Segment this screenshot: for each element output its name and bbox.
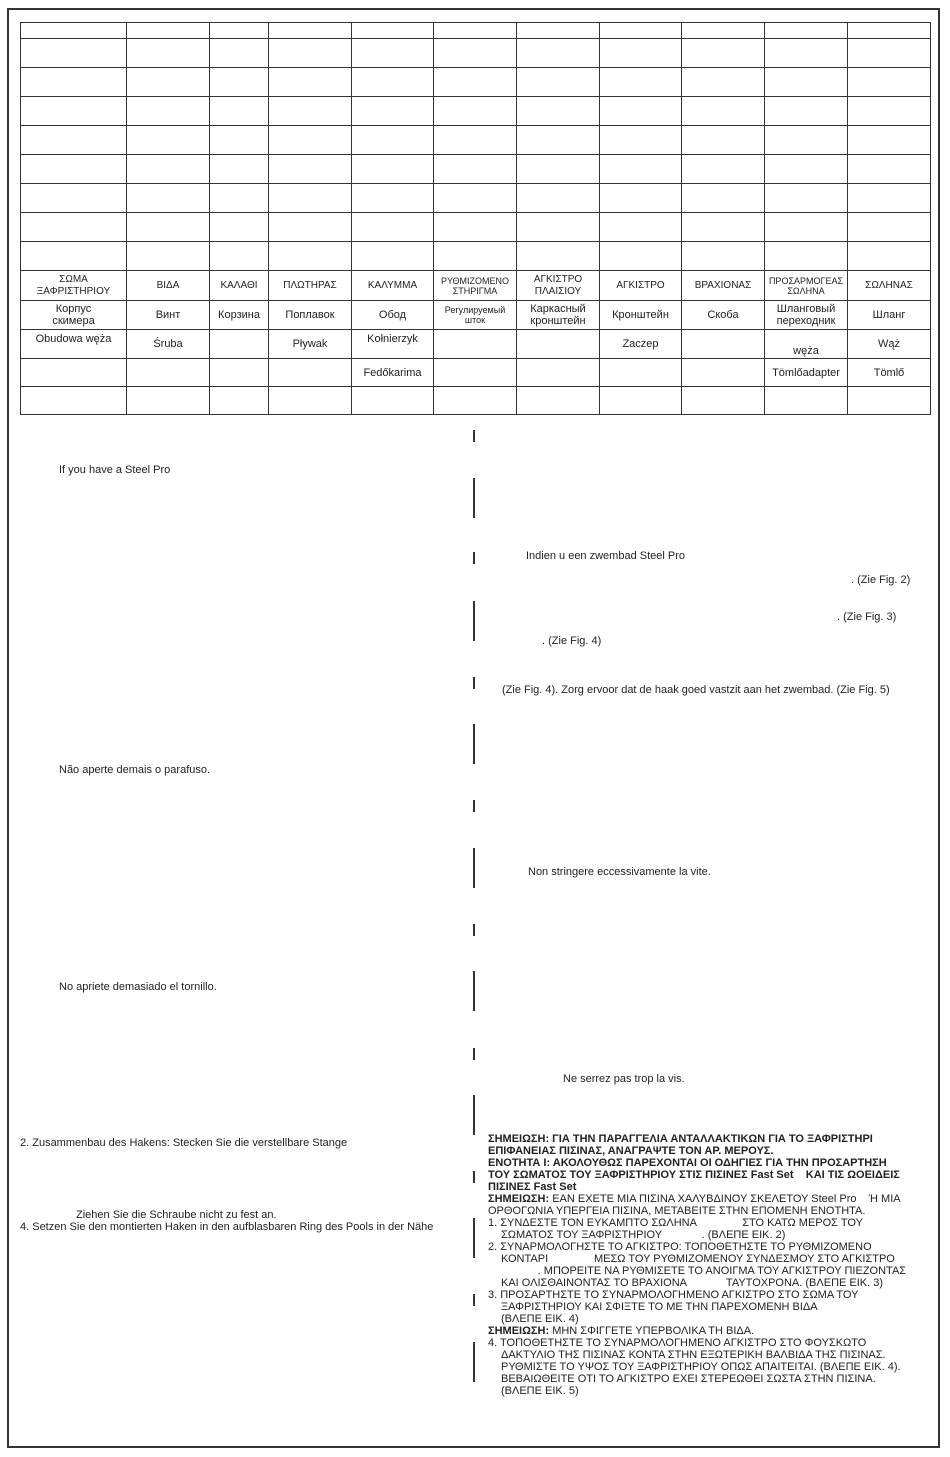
greek-note-steel-pro bbox=[488, 1193, 933, 1205]
greek-step-4-l2: ΔΑΚΤΥΛΙΟ ΤΗΣ ΠΙΣΙΝΑΣ ΚΟΝΤΑ ΣΤΗΝ ΕΞΩΤΕΡΙΚΗ ΒΑΛΒΙΔΑ ΤΗΣ ΠΙΣΙΝΑΣ. bbox=[501, 1349, 886, 1361]
dutch-fig4: . (Zie Fig. 4) bbox=[542, 635, 602, 647]
dutch-fig5: (Zie Fig. 4). Zorg ervoor dat de haak goed vastzit aan het zwembad. (Zie Fig. 5) bbox=[502, 684, 890, 696]
cell-basket-hu bbox=[210, 359, 269, 387]
cell-hose-el: ΣΩΛΗΝΑΣ bbox=[848, 271, 931, 301]
cell-hook-pl: Zaczep bbox=[600, 330, 682, 359]
cell-skimmer-body-pl: Obudowa węża bbox=[21, 330, 127, 359]
cell-hose-ru: Шланг bbox=[848, 301, 931, 330]
cell-float-el: ΠΛΩΤΗΡΑΣ bbox=[269, 271, 352, 301]
cell-hook-ru: Кронштейн bbox=[600, 301, 682, 330]
greek-section-title: ΕΝΟΤΗΤΑ Ι: ΑΚΟΛΟΥΘΩΣ ΠΑΡΕΧΟΝΤΑΙ ΟΙ ΟΔΗΓΙΕΣ ΓΙΑ ΤΗΝ ΠΡΟΣΑΡΤΗΣΗ bbox=[488, 1157, 887, 1169]
divider-dash bbox=[473, 848, 475, 888]
divider-dash bbox=[473, 1294, 475, 1306]
greek-step-3-l3: (ΒΛΕΠΕ ΕΙΚ. 4) bbox=[501, 1313, 579, 1325]
divider-dash bbox=[473, 724, 475, 764]
cell-float-ru: Поплавок bbox=[269, 301, 352, 330]
italian-screw-note: Non stringere eccessivamente la vite. bbox=[528, 866, 711, 878]
cell-hose-adapter-hu: Tömlőadapter bbox=[765, 359, 848, 387]
note-text: ΜΗΝ ΣΦΙΓΓΕΤΕ ΥΠΕΡΒΟΛΙΚΑ ΤΗ ΒΙΔΑ. bbox=[549, 1325, 755, 1337]
cell-hose-pl: Wąż bbox=[848, 330, 931, 359]
table-row bbox=[21, 97, 931, 126]
cell-screw-ru: Винт bbox=[127, 301, 210, 330]
cell-screw-el: ΒΙΔΑ bbox=[127, 271, 210, 301]
german-step-2: 2. Zusammenbau des Hakens: Stecken Sie die verstellbare Stange bbox=[20, 1137, 348, 1149]
cell-hose-hu: Tömlő bbox=[848, 359, 931, 387]
divider-dash bbox=[473, 430, 475, 442]
cell-cover-pl: Kołnierzyk bbox=[352, 330, 434, 359]
cell-basket-el: ΚΑΛΑΘΙ bbox=[210, 271, 269, 301]
cell-float-pl: Pływak bbox=[269, 330, 352, 359]
table-row bbox=[21, 126, 931, 155]
dutch-fig2: . (Zie Fig. 2) bbox=[851, 574, 911, 586]
divider-dash bbox=[473, 552, 475, 564]
divider-dash bbox=[473, 924, 475, 936]
greek-instructions bbox=[488, 1133, 933, 1397]
greek-step-4-l4: ΒΕΒΑΙΩΘΕΙΤΕ ΟΤΙ ΤΟ ΑΓΚΙΣΤΡΟ ΕΧΕΙ ΣΤΕΡΕΩΘΕΙ ΣΩΣΤΑ ΣΤΗΝ ΠΙΣΙΝΑ. bbox=[501, 1373, 876, 1385]
cell-adjustable-rod-hu bbox=[434, 359, 517, 387]
cell-skimmer-body-el: ΣΩΜΑ ΞΑΦΡΙΣΤΗΡΙΟΥ bbox=[21, 271, 127, 301]
divider-dash bbox=[473, 478, 475, 518]
divider-dash bbox=[473, 1171, 475, 1183]
table-row bbox=[21, 387, 931, 415]
cell-screw-pl: Śruba bbox=[127, 330, 210, 359]
cell-frame-hook-hu bbox=[517, 359, 600, 387]
cell-frame-hook-ru: Каркасный кронштейн bbox=[517, 301, 600, 330]
greek-step-2-l2: ΚΟΝΤΑΡΙ ΜΕΣΩ ΤΟΥ ΡΥΘΜΙΖΟΜΕΝΟΥ ΣΥΝΔΕΣΜΟΥ ΣΤΟ ΑΓΚΙΣΤΡΟ bbox=[501, 1253, 895, 1265]
greek-step-2-l4: ΚΑΙ ΟΛΙΣΘΑΙΝΟΝΤΑΣ ΤΟ ΒΡΑΧΙΟΝΑ ΤΑΥΤΟΧΡΟΝΑ. (ΒΛΕΠΕ ΕΙΚ. 3) bbox=[501, 1277, 884, 1289]
greek-note-spare-parts-l2: ΕΠΙΦΑΝΕΙΑΣ ΠΙΣΙΝΑΣ, ΑΝΑΓΡΑΨΤΕ ΤΟΝ ΑΡ. ΜΕΡΟΥΣ. bbox=[488, 1145, 774, 1157]
greek-note-steel-pro-l2: ΟΡΘΟΓΩΝΙΑ ΥΠΕΡΓΕΙΑ ΠΙΣΙΝΑ, ΜΕΤΑΒΕΙΤΕ ΣΤΗΝ ΕΠΟΜΕΝΗ ΕΝΟΤΗΤΑ. bbox=[488, 1205, 866, 1217]
divider-dash bbox=[473, 1218, 475, 1258]
cell-basket-ru: Корзина bbox=[210, 301, 269, 330]
cell-bracket-hu bbox=[682, 359, 765, 387]
steel-pro-text: If you have a Steel Pro bbox=[59, 464, 171, 476]
dutch-fig3: . (Zie Fig. 3) bbox=[837, 611, 897, 623]
cell-bracket-pl bbox=[682, 330, 765, 359]
divider-dash bbox=[473, 1048, 475, 1060]
cell-hose-adapter-pl: węża bbox=[765, 330, 848, 359]
portuguese-screw-note: Não aperte demais o parafuso. bbox=[59, 764, 211, 776]
greek-section-title-l3: ΠΙΣΙΝΕΣ Fast Set bbox=[488, 1181, 577, 1193]
german-screw-note: Ziehen Sie die Schraube nicht zu fest an. bbox=[76, 1209, 277, 1221]
greek-step-1: 1. ΣΥΝΔΕΣΤΕ ΤΟΝ ΕΥΚΑΜΠΤΟ ΣΩΛΗΝΑ ΣΤΟ ΚΑΤΩ ΜΕΡΟΣ ΤΟΥ bbox=[488, 1217, 863, 1229]
cell-adjustable-rod-el: ΡΥΘΜΙΖΟΜΕΝΟ ΣΤΗΡΙΓΜΑ bbox=[434, 271, 517, 301]
cell-frame-hook-el: ΑΓΚΙΣΤΡΟ ΠΛΑΙΣΙΟΥ bbox=[517, 271, 600, 301]
dutch-intro: Indien u een zwembad Steel Pro bbox=[526, 550, 685, 562]
note-label: ΣΗΜΕΙΩΣΗ: bbox=[488, 1193, 550, 1205]
cell-frame-hook-pl bbox=[517, 330, 600, 359]
greek-step-1-l2: ΣΩΜΑΤΟΣ ΤΟΥ ΞΑΦΡΙΣΤΗΡΙΟΥ . (ΒΛΕΠΕ ΕΙΚ. 2) bbox=[501, 1229, 786, 1241]
note-text: ΕΑΝ ΕΧΕΤΕ ΜΙΑ ΠΙΣΙΝΑ ΧΑΛΥΒΔΙΝΟΥ ΣΚΕΛΕΤΟΥ Steel Pro Ή ΜΙΑ bbox=[549, 1193, 901, 1205]
table-row bbox=[21, 213, 931, 242]
cell-bracket-ru: Скоба bbox=[682, 301, 765, 330]
divider-dash bbox=[473, 677, 475, 689]
greek-step-2-l3: . ΜΠΟΡΕΙΤΕ ΝΑ ΡΥΘΜΙΣΕΤΕ ΤΟ ΑΝΟΙΓΜΑ ΤΟΥ ΑΓΚΙΣΤΡΟΥ ΠΙΕΖΟΝΤΑΣ bbox=[501, 1265, 907, 1277]
parts-table bbox=[20, 22, 931, 415]
greek-step-4-l3: ΡΥΘΜΙΣΤΕ ΤΟ ΥΨΟΣ ΤΟΥ ΞΑΦΡΙΣΤΗΡΙΟΥ ΟΠΩΣ ΑΠΑΙΤΕΙΤΑΙ. (ΒΛΕΠΕ ΕΙΚ. 4). bbox=[501, 1361, 901, 1373]
cell-basket-pl bbox=[210, 330, 269, 359]
cell-float-hu bbox=[269, 359, 352, 387]
note-label: ΣΗΜΕΙΩΣΗ: bbox=[488, 1325, 550, 1337]
table-row bbox=[21, 184, 931, 213]
divider-dash bbox=[473, 971, 475, 1011]
cell-hose-adapter-el: ΠΡΟΣΑΡΜΟΓΕΑΣ ΣΩΛΗΝΑ bbox=[765, 271, 848, 301]
table-row bbox=[21, 39, 931, 68]
cell-skimmer-body-ru: Корпус скимера bbox=[21, 301, 127, 330]
table-row bbox=[21, 68, 931, 97]
cell-cover-el: ΚΑΛΥΜΜΑ bbox=[352, 271, 434, 301]
table-row-russian bbox=[21, 301, 931, 330]
divider-dash bbox=[473, 1342, 475, 1382]
cell-hook-hu bbox=[600, 359, 682, 387]
greek-step-3: 3. ΠΡΟΣΑΡΤΗΣΤΕ ΤΟ ΣΥΝΑΡΜΟΛΟΓΗΜΕΝΟ ΑΓΚΙΣΤΡΟ ΣΤΟ ΣΩΜΑ ΤΟΥ bbox=[488, 1289, 859, 1301]
cell-bracket-el: ΒΡΑΧΙΟΝΑΣ bbox=[682, 271, 765, 301]
cell-cover-hu: Fedőkarima bbox=[352, 359, 434, 387]
table-row-polish bbox=[21, 330, 931, 359]
cell-skimmer-body-hu bbox=[21, 359, 127, 387]
cell-adjustable-rod-pl bbox=[434, 330, 517, 359]
table-row-hungarian bbox=[21, 359, 931, 387]
german-step-4: 4. Setzen Sie den montierten Haken in den aufblasbaren Ring des Pools in der Nähe bbox=[20, 1221, 434, 1233]
cell-adjustable-rod-ru: Регулируемый шток bbox=[434, 301, 517, 330]
spanish-screw-note: No apriete demasiado el tornillo. bbox=[59, 981, 217, 993]
greek-step-2: 2. ΣΥΝΑΡΜΟΛΟΓΗΣΤΕ ΤΟ ΑΓΚΙΣΤΡΟ: ΤΟΠΟΘΕΤΗΣΤΕ ΤΟ ΡΥΘΜΙΖΟΜΕΝΟ bbox=[488, 1241, 872, 1253]
greek-step-3-l2: ΞΑΦΡΙΣΤΗΡΙΟΥ ΚΑΙ ΣΦΙΞΤΕ ΤΟ ΜΕ ΤΗΝ ΠΑΡΕΧΟΜΕΝΗ ΒΙΔΑ bbox=[501, 1301, 818, 1313]
greek-note-screw bbox=[488, 1325, 933, 1337]
table-row-greek bbox=[21, 271, 931, 301]
greek-note-spare-parts: ΣΗΜΕΙΩΣΗ: ΓΙΑ ΤΗΝ ΠΑΡΑΓΓΕΛΙΑ ΑΝΤΑΛΛΑΚΤΙΚΩΝ ΓΙΑ ΤΟ ΞΑΦΡΙΣΤΗΡΙ bbox=[488, 1133, 873, 1145]
divider-dash bbox=[473, 800, 475, 812]
cell-screw-hu bbox=[127, 359, 210, 387]
table-row bbox=[21, 155, 931, 184]
greek-step-4: 4. ΤΟΠΟΘΕΤΗΣΤΕ ΤΟ ΣΥΝΑΡΜΟΛΟΓΗΜΕΝΟ ΑΓΚΙΣΤΡΟ ΣΤΟ ΦΟΥΣΚΩΤΟ bbox=[488, 1337, 867, 1349]
greek-step-4-l5: (ΒΛΕΠΕ ΕΙΚ. 5) bbox=[501, 1385, 579, 1397]
cell-hook-el: ΑΓΚΙΣΤΡΟ bbox=[600, 271, 682, 301]
divider-dash bbox=[473, 601, 475, 641]
greek-section-title-l2: ΤΟΥ ΣΩΜΑΤΟΣ ΤΟΥ ΞΑΦΡΙΣΤΗΡΙΟΥ ΣΤΙΣ ΠΙΣΙΝΕΣ Fast Set ΚΑΙ ΤΙΣ ΩΟΕΙΔΕΙΣ bbox=[488, 1169, 900, 1181]
cell-cover-ru: Обод bbox=[352, 301, 434, 330]
table-row bbox=[21, 242, 931, 271]
divider-dash bbox=[473, 1095, 475, 1135]
french-screw-note: Ne serrez pas trop la vis. bbox=[563, 1073, 685, 1085]
cell-hose-adapter-ru: Шланговый переходник bbox=[765, 301, 848, 330]
table-row bbox=[21, 23, 931, 39]
